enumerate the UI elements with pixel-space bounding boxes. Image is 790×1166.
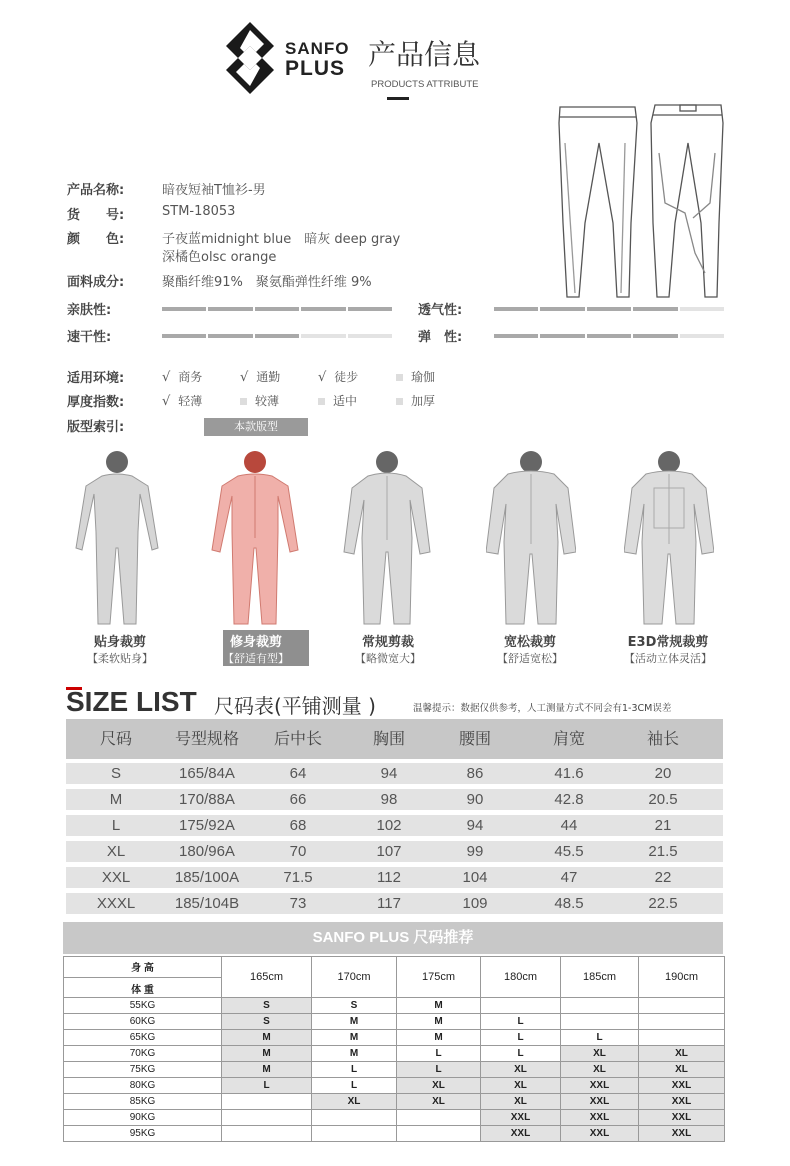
size-cell: 185/104B [174, 895, 240, 912]
fit-figure-4 [486, 448, 576, 626]
table-row [66, 893, 723, 914]
size-cell: 185/100A [174, 869, 240, 886]
elastic-rating-bar [494, 334, 724, 338]
brand-line1: SANFO [285, 39, 350, 58]
size-recommend-cell: XXL [639, 1110, 725, 1126]
size-cell: 21 [654, 817, 672, 834]
rating-segment [208, 334, 252, 338]
option-label: 加厚 [411, 394, 436, 408]
size-recommend-cell [397, 1110, 481, 1126]
environment-option [396, 368, 435, 385]
size-header-cell: 袖长 [646, 729, 679, 748]
size-header-cell: 胸围 [372, 729, 405, 748]
size-cell: 170/88A [179, 791, 235, 808]
table-row [64, 1046, 725, 1062]
size-cell: 175/92A [179, 817, 235, 834]
option-label: 商务 [178, 370, 203, 384]
rating-segment [301, 334, 345, 338]
size-recommend-cell: M [312, 1030, 397, 1046]
rating-segment [301, 307, 345, 311]
size-recommend-cell: M [312, 1014, 397, 1030]
size-cell: 68 [289, 817, 307, 834]
table-row [64, 1110, 725, 1126]
table-row [66, 841, 723, 862]
table-row [66, 789, 723, 810]
size-cell: 22 [654, 869, 672, 886]
size-cell: 48.5 [554, 895, 584, 912]
rating-segment [587, 307, 631, 311]
size-recommend-cell: XXL [561, 1126, 639, 1142]
size-cell: 94 [380, 765, 398, 782]
size-cell: 21.5 [648, 843, 678, 860]
name-label: 产品名称: [67, 183, 125, 198]
table-row [64, 998, 725, 1014]
size-cell: XXL [101, 869, 131, 886]
size-cell: 22.5 [648, 895, 678, 912]
pants-illustration [555, 103, 727, 301]
weight-cell: 90KG [64, 1110, 222, 1126]
dry-label: 速干性: [67, 330, 112, 345]
size-recommend-cell: XL [397, 1094, 481, 1110]
table-row [64, 1078, 725, 1094]
size-cell: S [110, 765, 121, 782]
weight-label: 体 重 [64, 977, 221, 996]
fit-name-2: 修身裁剪 [229, 635, 282, 650]
fit-desc-4: 【舒适宽松】 [497, 652, 563, 665]
size-recommend-cell: XL [481, 1078, 561, 1094]
size-cell: 117 [377, 895, 401, 912]
size-recommend-cell: M [222, 1062, 312, 1078]
weight-cell: 55KG [64, 998, 222, 1014]
weight-cell: 70KG [64, 1046, 222, 1062]
height-header-cell: 185cm [561, 957, 639, 998]
thickness-option [240, 392, 279, 409]
breath-label: 透气性: [418, 303, 463, 318]
empty-box-icon [396, 374, 403, 381]
height-header-cell: 175cm [397, 957, 481, 998]
brand-line2: PLUS [285, 57, 346, 80]
size-recommend-cell: XXL [481, 1126, 561, 1142]
fit-figure-2 [210, 448, 300, 626]
size-cell: 44 [560, 817, 578, 834]
option-label: 瑜伽 [411, 370, 436, 384]
size-recommend-cell: M [312, 1046, 397, 1062]
size-list-title: SIZE LIST [66, 686, 197, 717]
environment-option [240, 368, 280, 385]
size-recommend-cell [639, 1014, 725, 1030]
rating-segment [348, 307, 392, 311]
option-label: 轻薄 [178, 394, 203, 408]
skin-rating-bar [162, 307, 392, 311]
size-recommend-cell: L [561, 1030, 639, 1046]
rating-segment [162, 334, 206, 338]
size-cell: 90 [466, 791, 484, 808]
thickness-options [162, 392, 462, 410]
weight-cell: 75KG [64, 1062, 222, 1078]
page-title: 产品信息 [368, 38, 481, 71]
check-icon: √ [318, 370, 327, 385]
size-recommend-cell: XXL [561, 1094, 639, 1110]
size-recommend-cell: L [312, 1078, 397, 1094]
size-recommend-cell: XL [397, 1078, 481, 1094]
size-recommend-cell [397, 1126, 481, 1142]
title-underline [387, 97, 409, 100]
size-cell: XL [106, 843, 126, 860]
option-label: 通勤 [256, 370, 281, 384]
rating-segment [633, 334, 677, 338]
rating-segment [680, 334, 724, 338]
rating-segment [587, 334, 631, 338]
size-cell: 109 [462, 895, 488, 912]
thickness-option [318, 392, 357, 409]
rating-segment [680, 307, 724, 311]
fit-label: 版型索引: [67, 420, 125, 435]
size-recommend-cell: XL [481, 1062, 561, 1078]
size-recommend-cell: L [397, 1062, 481, 1078]
rating-segment [348, 334, 392, 338]
weight-cell: 80KG [64, 1078, 222, 1094]
size-recommend-cell: M [397, 1014, 481, 1030]
size-recommend-cell: XL [639, 1046, 725, 1062]
size-cell: 98 [380, 791, 398, 808]
check-icon: √ [162, 370, 171, 385]
size-recommend-cell: XXL [639, 1126, 725, 1142]
page-subtitle: PRODUCTS ATTRIBUTE [371, 79, 479, 90]
size-table-header [66, 719, 723, 759]
rating-segment [255, 334, 299, 338]
elastic-label: 弹 性: [418, 330, 463, 345]
rating-segment [208, 307, 252, 311]
weight-cell: 60KG [64, 1014, 222, 1030]
fit-name-5: E3D常规裁剪 [627, 635, 709, 650]
dry-rating-bar [162, 334, 392, 338]
size-cell: 112 [377, 869, 401, 886]
size-recommend-cell: M [397, 998, 481, 1014]
size-recommend-cell [312, 1110, 397, 1126]
fit-desc-1: 【柔软贴身】 [87, 652, 153, 665]
size-cell: 73 [289, 895, 307, 912]
option-label: 较薄 [255, 394, 280, 408]
size-cell: 104 [462, 869, 488, 886]
size-recommend-cell [639, 1030, 725, 1046]
weight-cell: 95KG [64, 1126, 222, 1142]
empty-box-icon [396, 398, 403, 405]
size-cell: 107 [376, 843, 402, 860]
check-icon: √ [162, 394, 171, 409]
environment-label: 适用环境: [67, 371, 125, 386]
size-recommend-cell: XXL [481, 1110, 561, 1126]
size-header-cell: 号型规格 [174, 729, 239, 748]
size-recommend-cell: L [481, 1046, 561, 1062]
size-cell: 71.5 [283, 869, 313, 886]
rating-segment [255, 307, 299, 311]
check-icon: √ [240, 370, 249, 385]
height-header-cell: 170cm [312, 957, 397, 998]
size-recommend-table [63, 956, 725, 1142]
size-recommend-cell [312, 1126, 397, 1142]
size-recommend-cell: M [397, 1030, 481, 1046]
size-recommend-cell: XL [561, 1062, 639, 1078]
size-header-cell: 腰围 [458, 729, 491, 748]
size-recommend-cell [481, 998, 561, 1014]
color-label: 颜 色: [67, 232, 125, 247]
size-recommend-cell: S [222, 998, 312, 1014]
size-recommend-cell: L [481, 1014, 561, 1030]
rating-segment [540, 334, 584, 338]
size-cell: 64 [289, 765, 307, 782]
size-cell: 180/96A [179, 843, 235, 860]
size-cell: 86 [466, 765, 484, 782]
skin-label: 亲肤性: [67, 303, 112, 318]
table-row [64, 1014, 725, 1030]
size-cell: 66 [289, 791, 307, 808]
size-cell: L [111, 817, 121, 834]
size-cell: 42.8 [554, 791, 584, 808]
size-recommend-cell [222, 1110, 312, 1126]
fit-desc-3: 【略微宽大】 [355, 652, 421, 665]
rating-segment [494, 334, 538, 338]
size-recommend-cell: XL [481, 1094, 561, 1110]
rating-segment [540, 307, 584, 311]
breath-rating-bar [494, 307, 724, 311]
weight-cell: 65KG [64, 1030, 222, 1046]
size-recommend-cell: L [222, 1078, 312, 1094]
size-recommend-cell [639, 998, 725, 1014]
code-label: 货 号: [67, 208, 125, 223]
size-recommend-cell: M [222, 1046, 312, 1062]
size-recommend-cell: L [312, 1062, 397, 1078]
size-cell: 102 [376, 817, 402, 834]
size-recommend-cell: S [222, 1014, 312, 1030]
sanfo-logo-icon [226, 22, 274, 94]
size-recommend-title: SANFO PLUS 尺码推荐 [63, 922, 723, 954]
size-recommend-cell: XL [561, 1046, 639, 1062]
size-cell: 70 [289, 843, 307, 860]
size-cell: 165/84A [179, 765, 235, 782]
empty-box-icon [240, 398, 247, 405]
size-cell: 20 [654, 765, 672, 782]
size-recommend-cell: XXL [561, 1110, 639, 1126]
size-recommend-cell: XXL [639, 1094, 725, 1110]
size-cell: M [109, 791, 123, 808]
option-label: 徒步 [334, 370, 359, 384]
table-row [64, 1062, 725, 1078]
height-label: 身 高 [131, 962, 154, 974]
size-list-note: 温馨提示：数据仅供参考，人工测量方式不同会有1-3CM误差 [413, 703, 672, 714]
size-recommend-cell [222, 1126, 312, 1142]
weight-cell: 85KG [64, 1094, 222, 1110]
thickness-label: 厚度指数: [67, 395, 125, 410]
height-header-cell: 180cm [481, 957, 561, 998]
size-cell: 47 [560, 869, 578, 886]
size-recommend-cell: S [312, 998, 397, 1014]
recommend-header-row [64, 957, 725, 998]
size-recommend-cell: XXL [639, 1078, 725, 1094]
fit-figure-3 [342, 448, 432, 626]
table-row [66, 763, 723, 784]
size-recommend-cell: L [397, 1046, 481, 1062]
color-value-1: 子夜蓝midnight blue 暗灰 deep gray [162, 232, 401, 247]
code-value: STM-18053 [162, 204, 236, 219]
size-recommend-cell: XL [639, 1062, 725, 1078]
table-row [66, 815, 723, 836]
size-recommend-cell [222, 1094, 312, 1110]
size-cell: 20.5 [648, 791, 678, 808]
size-recommend-cell [561, 998, 639, 1014]
size-cell: 45.5 [554, 843, 584, 860]
size-recommend-cell [561, 1014, 639, 1030]
fit-figure-1 [72, 448, 162, 626]
fit-name-1: 贴身裁剪 [93, 635, 146, 650]
fabric-value: 聚酯纤维91% 聚氨酯弹性纤维 9% [162, 275, 372, 290]
thickness-option [396, 392, 435, 409]
height-header-cell: 190cm [639, 957, 725, 998]
height-weight-corner [64, 957, 222, 998]
fit-desc-2: 【舒适有型】 [223, 652, 289, 665]
fit-figure-5 [624, 448, 714, 626]
rating-segment [494, 307, 538, 311]
size-recommend-cell: XXL [561, 1078, 639, 1094]
thickness-option [162, 392, 202, 409]
rating-segment [633, 307, 677, 311]
fabric-label: 面料成分: [67, 275, 125, 290]
table-row [64, 1030, 725, 1046]
size-cell: 94 [466, 817, 484, 834]
size-header-cell: 尺码 [99, 729, 132, 748]
size-header-cell: 肩宽 [552, 729, 585, 748]
size-cell: XXXL [96, 895, 136, 912]
option-label: 适中 [333, 394, 358, 408]
current-fit-badge: 本款版型 [204, 418, 308, 436]
color-value-2: 深橘色olsc orange [162, 250, 277, 265]
fit-name-4: 宽松裁剪 [503, 635, 556, 650]
empty-box-icon [318, 398, 325, 405]
table-row [66, 867, 723, 888]
rating-segment [162, 307, 206, 311]
environment-options [162, 368, 462, 386]
environment-option [162, 368, 202, 385]
size-cell: 41.6 [554, 765, 584, 782]
size-list-subtitle: 尺码表(平铺测量 ) [214, 694, 376, 718]
environment-option [318, 368, 358, 385]
table-row [64, 1094, 725, 1110]
size-header-cell: 后中长 [273, 729, 322, 748]
height-header-cell: 165cm [222, 957, 312, 998]
fit-desc-5: 【活动立体灵活】 [624, 652, 712, 665]
size-cell: 99 [466, 843, 484, 860]
name-value: 暗夜短袖T恤衫-男 [162, 183, 266, 198]
fit-name-3: 常规剪裁 [361, 635, 414, 650]
size-recommend-cell: L [481, 1030, 561, 1046]
size-recommend-cell: XL [312, 1094, 397, 1110]
size-recommend-cell: M [222, 1030, 312, 1046]
table-row [64, 1126, 725, 1142]
